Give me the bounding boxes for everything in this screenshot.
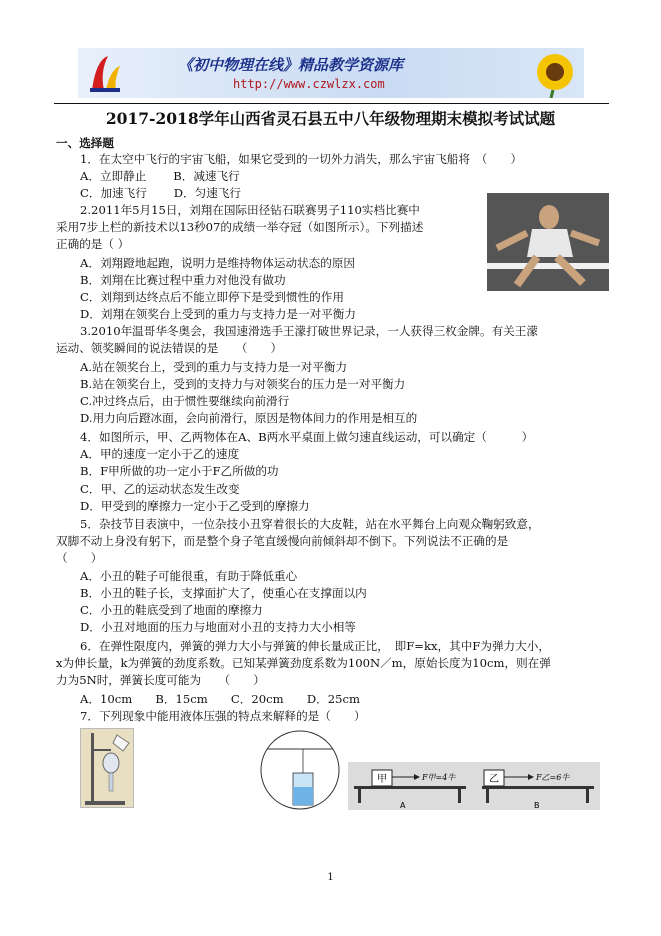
text-line: A．刘翔蹬地起跑，说明力是维持物体运动状态的原因 — [80, 256, 356, 270]
site-logo-icon — [86, 52, 124, 94]
document-title: 2017-2018学年山西省灵石县五中八年级物理期末模拟考试试题 — [105, 109, 556, 128]
text-line: 双脚不动上身没有躬下，而是整个身子笔直缓慢向前倾斜却不倒下。下列说法不正确的是 — [56, 534, 509, 548]
banner-title: 《初中物理在线》精品教学资源库 — [178, 56, 404, 74]
text-line: D．甲受到的摩擦力一定小于乙受到的摩擦力 — [80, 499, 310, 513]
text-line: 4．如图所示，甲、乙两物体在A、B两水平桌面上做匀速直线运动，可以确定（ ） — [80, 430, 534, 444]
text-line: 采用7步上栏的新技术以13秒07的成绩一举夺冠（如图所示）。下列描述 — [56, 220, 424, 234]
text-line: B．小丑的鞋子长，支撑面扩大了，使重心在支撑面以内 — [80, 586, 367, 600]
text-line: 运动、领奖瞬间的说法错误的是 （ ） — [56, 341, 283, 355]
text-line: A.站在领奖台上，受到的重力与支持力是一对平衡力 — [80, 360, 348, 374]
figure-funnel-apparatus — [80, 728, 134, 808]
figure-tables-a-b — [348, 762, 600, 810]
header-banner — [78, 48, 584, 98]
text-line: 力为5N时，弹簧长度可能为 （ ） — [56, 673, 265, 687]
header-rule — [54, 103, 609, 104]
text-line: D.用力向后蹬冰面，会向前滑行，原因是物体间力的作用是相互的 — [80, 411, 418, 425]
text-line: 7．下列现象中能用液体压强的特点来解释的是（ ） — [80, 709, 366, 723]
text-line: B．F甲所做的功一定小于F乙所做的功 — [80, 464, 279, 478]
page-number: 1 — [327, 872, 334, 883]
text-line: 2.2011年5月15日，刘翔在国际田径钻石联赛男子110实档比赛中 — [80, 203, 420, 217]
text-line: （ ） — [56, 551, 103, 565]
text-line: C．小丑的鞋底受到了地面的摩擦力 — [80, 603, 263, 617]
text-line: C．甲、乙的运动状态发生改变 — [80, 482, 240, 496]
text-line: C.冲过终点后，由于惯性要继续向前滑行 — [80, 394, 290, 408]
text-line: A．立即静止 B．减速飞行 — [80, 169, 240, 183]
text-line: B．刘翔在比赛过程中重力对他没有做功 — [80, 273, 286, 287]
hurdler-photo — [487, 193, 609, 291]
figure-container-circle — [259, 729, 341, 811]
text-line: x为伸长量，k为弹簧的劲度系数。已知某弹簧劲度系数为100N／m，原始长度为10cm，则在弹 — [56, 656, 551, 670]
text-line: B.站在领奖台上，受到的支持力与对领奖台的压力是一对平衡力 — [80, 377, 406, 391]
text-line: C．刘翔到达终点后不能立即停下是受到惯性的作用 — [80, 290, 344, 304]
text-line: 3.2010年温哥华冬奥会，我国速滑选手王濛打破世界记录，一人获得三枚金牌。有关王濛 — [80, 324, 538, 338]
table-b-label: B — [534, 801, 540, 810]
section-heading: 一、选择题 — [56, 136, 114, 150]
force-a-label: F甲=4牛 — [422, 773, 456, 782]
text-line: 正确的是（ ） — [56, 237, 130, 251]
text-line: 6．在弹性限度内，弹簧的弹力大小与弹簧的伸长量成正比， 即F=kx，其中F为弹力大小， — [80, 639, 550, 653]
box-b-label: 乙 — [489, 774, 499, 785]
text-line: 1．在太空中飞行的宇宙飞船，如果它受到的一切外力消失，那么宇宙飞船将 （ ） — [80, 152, 523, 166]
text-line: A．10cm B．15cm C．20cm D．25cm — [80, 692, 360, 706]
text-line: 5．杂技节目表演中，一位杂技小丑穿着很长的大皮鞋，站在水平舞台上向观众鞠躬致意， — [80, 517, 540, 531]
text-line: C．加速飞行 D．匀速飞行 — [80, 186, 241, 200]
text-line: D．刘翔在领奖台上受到的重力与支持力是一对平衡力 — [80, 307, 356, 321]
box-a-label: 甲 — [377, 774, 387, 785]
text-line: A．小丑的鞋子可能很重，有助于降低重心 — [80, 569, 298, 583]
table-a-label: A — [400, 801, 406, 810]
text-line: A．甲的速度一定小于乙的速度 — [80, 447, 240, 461]
banner-url[interactable]: http://www.czwlzx.com — [233, 77, 385, 91]
sunflower-icon — [523, 50, 583, 98]
force-b-label: F乙=6牛 — [536, 773, 570, 782]
text-line: D．小丑对地面的压力与地面对小丑的支持力大小相等 — [80, 620, 356, 634]
